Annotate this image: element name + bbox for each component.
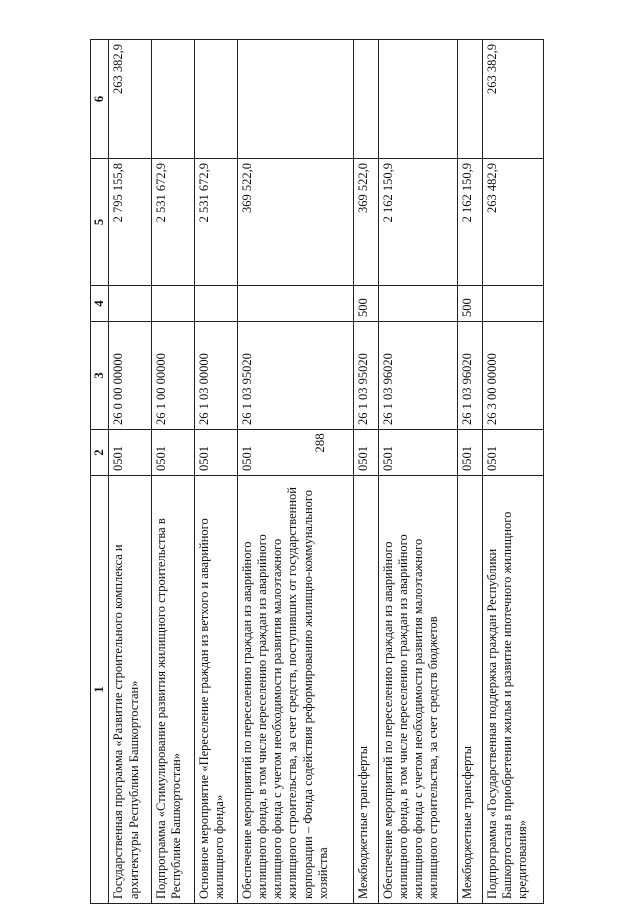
- expense-type-cell: [194, 286, 237, 322]
- section-code-cell: 0501: [237, 430, 353, 476]
- amount-cell: 2 162 150,9: [458, 159, 482, 286]
- table-row: [378, 40, 458, 904]
- section-code-cell: 0501: [194, 430, 237, 476]
- section-code-cell: 0501: [354, 430, 378, 476]
- table-row: [109, 40, 152, 904]
- table-row: [354, 40, 378, 904]
- amount-cell: [354, 40, 378, 159]
- header-row: [91, 40, 109, 904]
- budget-table: [90, 39, 544, 904]
- amount-cell: [237, 40, 353, 159]
- expense-type-cell: 500: [354, 286, 378, 322]
- amount-cell: 369 522,0: [354, 159, 378, 286]
- target-code-cell: 26 0 00 00000: [109, 322, 152, 430]
- row-name-cell: Обеспечение мероприятий по переселению граждан из аварийного жилищного фонда, в том числе переселению граждан из аварийного жилищного фонда с учетом необходимости развития малоэтажного жилищного строительства, за счет средств бюджетов: [378, 476, 458, 904]
- header-cell: 2: [91, 430, 109, 476]
- expense-type-cell: [378, 286, 458, 322]
- row-name-cell: Подпрограмма «Стимулирование развития жилищного строительства в Республике Башкортостан»: [152, 476, 195, 904]
- amount-cell: 263 482,9: [482, 159, 543, 286]
- row-name-cell: Обеспечение мероприятий по переселению граждан из аварийного жилищного фонда, в том числе переселению граждан из аварийного жилищного фонда с учетом необходимости развития малоэтажного жилищного строительства, за счет средств, поступивших от государственной корпорации – Фонда содействия реформированию жилищно-коммунального хозяйства: [237, 476, 353, 904]
- row-name-cell: Межбюджетные трансферты: [354, 476, 378, 904]
- section-code-cell: 0501: [458, 430, 482, 476]
- section-code-cell: 0501: [482, 430, 543, 476]
- table-row: [458, 40, 482, 904]
- table-row: [237, 40, 353, 904]
- target-code-cell: 26 1 03 95020: [237, 322, 353, 430]
- page-number: 288: [312, 433, 327, 453]
- expense-type-cell: [482, 286, 543, 322]
- header-cell: 5: [91, 159, 109, 286]
- target-code-cell: 26 3 00 00000: [482, 322, 543, 430]
- amount-cell: 2 531 672,9: [194, 159, 237, 286]
- table-row: [152, 40, 195, 904]
- section-code-cell: 0501: [109, 430, 152, 476]
- expense-type-cell: 500: [458, 286, 482, 322]
- amount-cell: [458, 40, 482, 159]
- row-name-cell: Основное мероприятие «Переселение граждан из ветхого и аварийного жилищного фонда»: [194, 476, 237, 904]
- rotated-table-container: [90, 40, 544, 904]
- amount-cell: 2 795 155,8: [109, 159, 152, 286]
- target-code-cell: 26 1 03 96020: [378, 322, 458, 430]
- target-code-cell: 26 1 00 00000: [152, 322, 195, 430]
- amount-cell: 263 382,9: [109, 40, 152, 159]
- section-code-cell: 0501: [378, 430, 458, 476]
- header-cell: 3: [91, 322, 109, 430]
- amount-cell: 369 522,0: [237, 159, 353, 286]
- expense-type-cell: [109, 286, 152, 322]
- amount-cell: [378, 40, 458, 159]
- amount-cell: [194, 40, 237, 159]
- amount-cell: 2 162 150,9: [378, 159, 458, 286]
- table-row: [482, 40, 543, 904]
- row-name-cell: Подпрограмма «Государственная поддержка граждан Республики Башкортостан в приобретении жилья и развитие ипотечного жилищного кредитования»: [482, 476, 543, 904]
- header-cell: 4: [91, 286, 109, 322]
- amount-cell: 263 382,9: [482, 40, 543, 159]
- row-name-cell: Межбюджетные трансферты: [458, 476, 482, 904]
- amount-cell: 2 531 672,9: [152, 159, 195, 286]
- header-cell: 6: [91, 40, 109, 159]
- table-row: [194, 40, 237, 904]
- header-cell: 1: [91, 476, 109, 904]
- expense-type-cell: [152, 286, 195, 322]
- target-code-cell: 26 1 03 96020: [458, 322, 482, 430]
- target-code-cell: 26 1 03 95020: [354, 322, 378, 430]
- section-code-cell: 0501: [152, 430, 195, 476]
- amount-cell: [152, 40, 195, 159]
- row-name-cell: Государственная программа «Развитие строительного комплекса и архитектуры Республики Башкортостан»: [109, 476, 152, 904]
- target-code-cell: 26 1 03 00000: [194, 322, 237, 430]
- expense-type-cell: [237, 286, 353, 322]
